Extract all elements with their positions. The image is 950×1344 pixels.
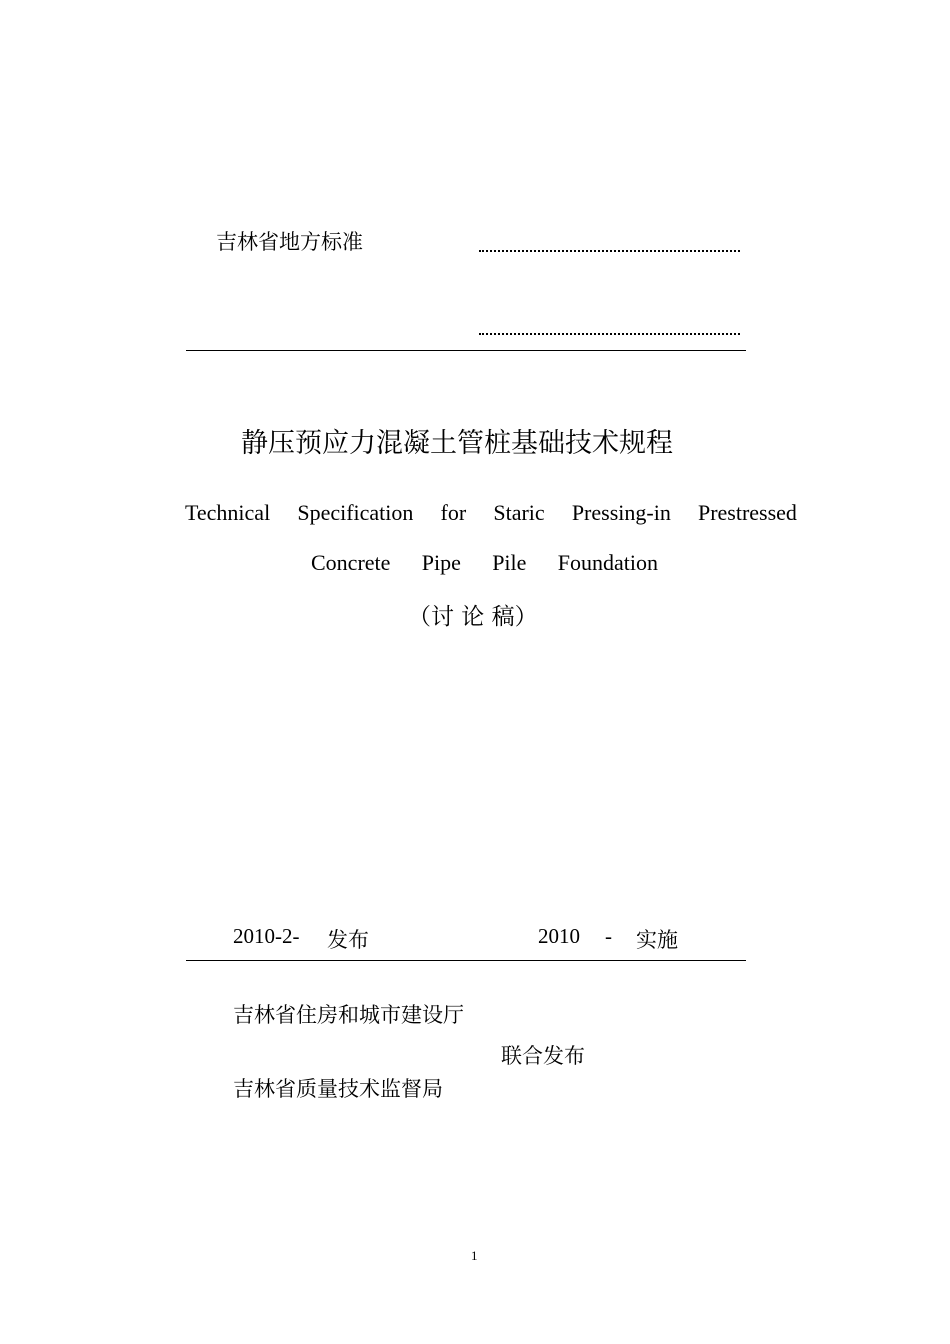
english-title-word: Specification (297, 500, 414, 525)
english-title-word: Pile (492, 550, 527, 575)
english-title-word: Pipe (421, 550, 461, 575)
english-title-line2 (311, 550, 658, 576)
publish-date: 2010-2- (233, 924, 300, 948)
chinese-title: 静压预应力混凝土管桩基础技术规程 (241, 428, 673, 459)
implement-dash: - (605, 924, 612, 948)
english-title-word: Concrete (311, 550, 391, 575)
implement-year: 2010 (538, 924, 580, 948)
page-number: 1 (471, 1248, 478, 1263)
issuer-quality-bureau: 吉林省质量技术监督局 (233, 1077, 443, 1101)
issuer-housing-department: 吉林省住房和城市建设厅 (233, 1003, 464, 1027)
english-title-word: for (440, 500, 467, 525)
standard-type-label: 吉林省地方标准 (216, 230, 363, 254)
standard-number-placeholder (479, 250, 740, 252)
english-title-word: Foundation (557, 550, 658, 575)
publish-label: 发布 (327, 928, 369, 952)
header-divider (186, 350, 746, 351)
english-title-word: Technical (185, 500, 271, 525)
english-title-line1 (185, 500, 797, 526)
implement-label: 实施 (636, 928, 678, 952)
joint-publish-label: 联合发布 (501, 1044, 585, 1068)
english-title-word: Staric (493, 500, 545, 525)
replacement-number-placeholder (479, 333, 740, 335)
dates-divider (186, 960, 746, 961)
english-title-word: Pressing-in (571, 500, 671, 525)
draft-status: （讨 论 稿） (408, 604, 538, 630)
english-title-word: Prestressed (697, 500, 797, 525)
